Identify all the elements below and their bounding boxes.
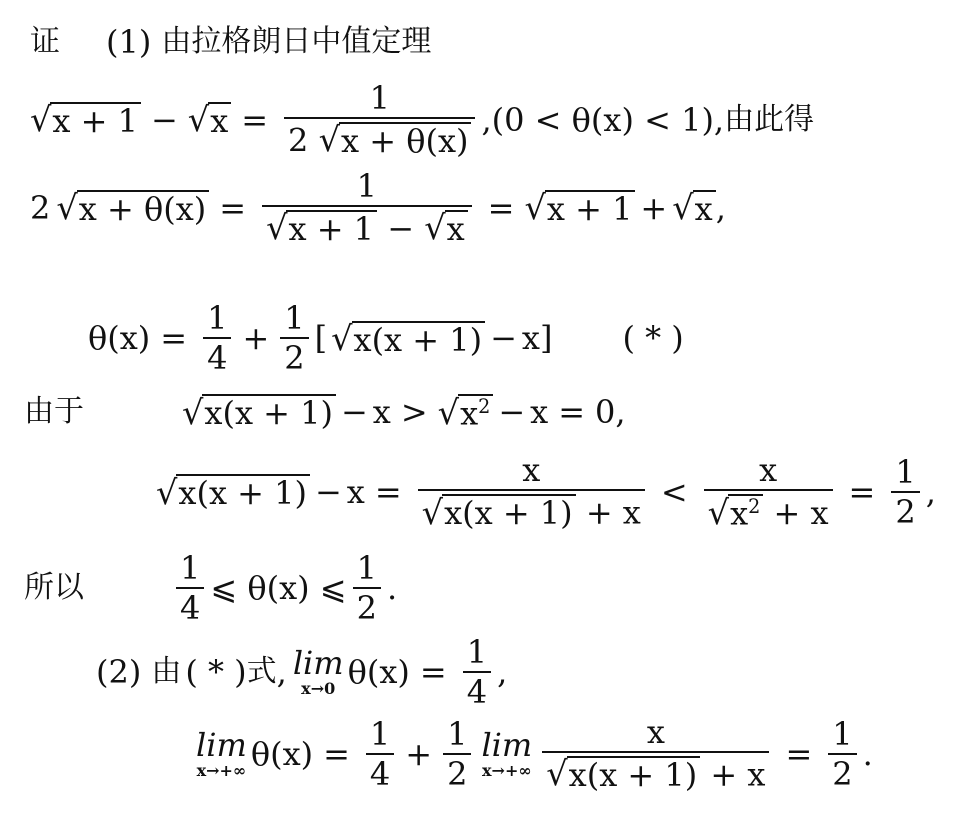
part-2-label: (2) [96,653,142,691]
fraction: 1 √ x + 1 − √ x [262,170,472,245]
lim-subscript: x→+∞ [482,760,532,780]
proof-label: 证 [30,24,60,59]
limit-operator [292,644,344,698]
sqrt-x: √ x [188,102,231,137]
formula-text: 式 [246,654,277,689]
hence-text: 由此得 [724,101,815,137]
limit-operator [481,725,533,780]
proof-heading [30,23,432,61]
lim-subscript: x→+∞ [196,760,247,780]
part-1-label: (1) [106,23,152,61]
limit-operator [196,725,247,780]
lim-subscript: x→0 [301,679,336,698]
equation-mvt: √ x + 1 − √ x = 1 2 √ x + θ(x) ,(0 < θ(x) < 1), 由此得 [30,79,815,160]
since-text: 由于 [24,393,84,429]
theorem-name: 由拉格朗日中值定理 [161,24,432,59]
conclusion-part-1: 所以 $\frac{1}{4}$ ⩽ θ(x) ⩽ $\frac{1}{2}$ . [24,549,398,627]
lim-word: lim [481,725,533,764]
by-text: 由 [151,654,182,689]
equation-rearranged: 2 √ x + θ(x) = 1 √ x + 1 − √ x = √ x + 1 + √ x , [30,167,726,248]
equation-theta: θ(x) = $\frac{1}{4}$ + $\frac{1}{2}$ [ √ x(x + 1) − x] ( * ) [88,299,684,377]
lim-word: lim [196,725,247,764]
limit-at-zero: (2) 由 ( * ) 式 , lim x→0 θ(x) = $\frac{1}{4}$ , [96,633,508,711]
therefore-text: 所以 [24,570,84,605]
inequality-upper: √ x(x + 1) − x = x √ x(x + 1) + x < x √ $x^2$ + x = $\frac{1}{2}$ , [156,451,936,533]
inequality-lower: 由于 √ x(x + 1) − x > √ $x^2$ − x = 0, [24,392,626,433]
lim-word: lim [292,644,344,682]
sqrt-x-plus-1: √ x + 1 [30,102,141,137]
limit-at-infinity: lim x→+∞ θ(x) = $\frac{1}{4}$ + $\frac{1}{2}$ lim x→+∞ x √ x(x + 1) + x = $\frac{1}{2}$ . [196,713,873,794]
fraction: 1 2 √ x + θ(x) [284,82,475,157]
equation-tag: ( * ) [622,319,684,357]
